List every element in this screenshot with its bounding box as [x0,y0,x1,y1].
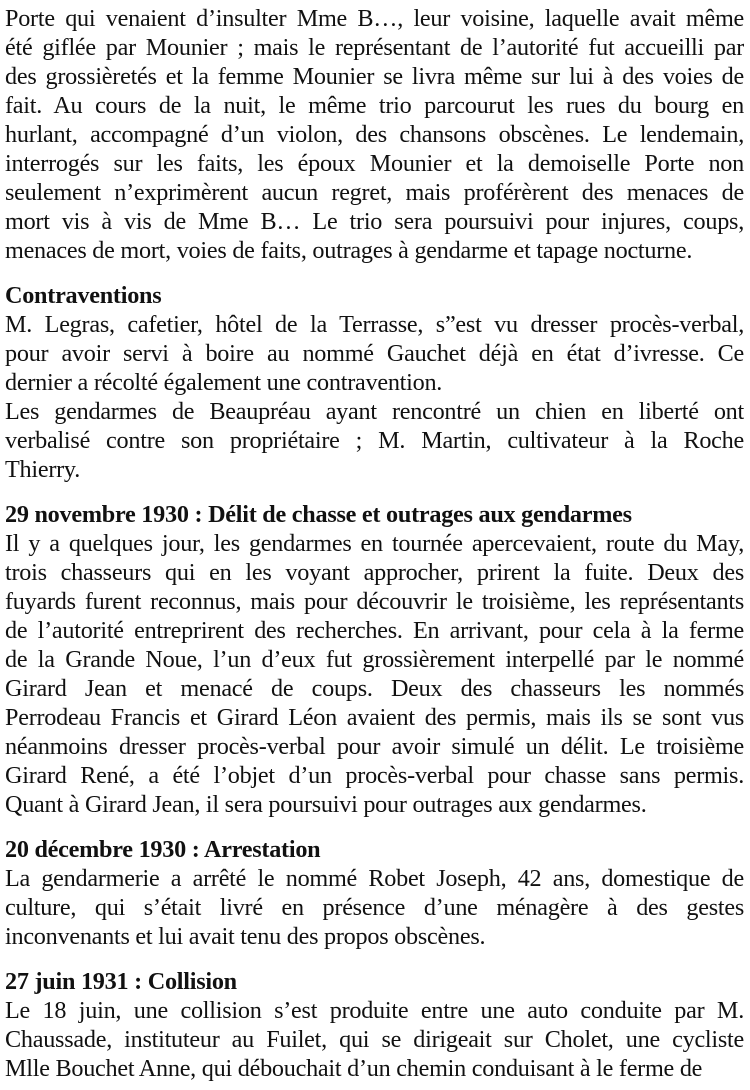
text-line: de la Grande Noue, l’un d’eux fut grossièrement interpellé par le nommé [5,646,744,673]
text-line: Quant à Girard Jean, il sera poursuivi pour outrages aux gendarmes. [5,791,647,818]
text-line: dernier a récolté également une contravention. [5,369,443,396]
text-line: Les gendarmes de Beaupréau ayant rencontré un chien en liberté ont [5,398,744,425]
text-line: culture, qui s’était livré en présence d’une ménagère à des gestes [5,894,744,921]
text-line: verbalisé contre son propriétaire ; M. Martin, cultivateur à la Roche [5,427,744,454]
text-line: interrogés sur les faits, les époux Mounier et la demoiselle Porte non [5,150,744,177]
text-line: Porte qui venaient d’insulter Mme B…, leur voisine, laquelle avait même [5,5,744,32]
text-line: seulement n’exprimèrent aucun regret, mais proférèrent des menaces de [5,179,744,206]
section-heading: Contraventions [5,282,162,309]
text-line: Girard Jean et menacé de coups. Deux des chasseurs les nommés [5,675,744,702]
text-line: néanmoins dresser procès-verbal pour avoir simulé un délit. Le troisième [5,733,744,760]
text-line: trois chasseurs qui en les voyant approcher, prirent la fuite. Deux des [5,559,744,586]
text-line: Chaussade, instituteur au Fuilet, qui se dirigeait sur Cholet, une cycliste [5,1026,744,1053]
text-line: Mlle Bouchet Anne, qui débouchait d’un chemin conduisant à le ferme de [5,1055,703,1082]
text-line: été giflée par Mounier ; mais le représentant de l’autorité fut accueilli par [5,34,744,61]
text-line: de l’autorité entreprirent des recherches. En arrivant, pour cela à la ferme [5,617,744,644]
text-line: hurlant, accompagné d’un violon, des chansons obscènes. Le lendemain, [5,121,744,148]
text-line: pour avoir servi à boire au nommé Gauchet déjà en état d’ivresse. Ce [5,340,744,367]
text-line: fuyards furent reconnus, mais pour découvrir le troisième, les représentants [5,588,744,615]
text-line: mort vis à vis de Mme B… Le trio sera poursuivi pour injures, coups, [5,208,744,235]
text-line: inconvenants et lui avait tenu des propos obscènes. [5,923,486,950]
section-heading: 20 décembre 1930 : Arrestation [5,836,321,863]
section-heading: 27 juin 1931 : Collision [5,968,237,995]
text-line: Perrodeau Francis et Girard Léon avaient des permis, mais ils se sont vus [5,704,744,731]
text-line: menaces de mort, voies de faits, outrages à gendarme et tapage nocturne. [5,237,693,264]
text-line: M. Legras, cafetier, hôtel de la Terrasse, s”est vu dresser procès-verbal, [5,311,744,338]
text-line: Il y a quelques jour, les gendarmes en tournée apercevaient, route du May, [5,530,744,557]
text-line: fait. Au cours de la nuit, le même trio parcourut les rues du bourg en [5,92,744,119]
text-line: La gendarmerie a arrêté le nommé Robet Joseph, 42 ans, domestique de [5,865,744,892]
section-heading: 29 novembre 1930 : Délit de chasse et outrages aux gendarmes [5,501,632,528]
text-line: des grossièretés et la femme Mounier se livra même sur lui à des voies de [5,63,744,90]
text-line: Girard René, a été l’objet d’un procès-verbal pour chasse sans permis. [5,762,744,789]
text-line: Le 18 juin, une collision s’est produite entre une auto conduite par M. [5,997,744,1024]
text-line: Thierry. [5,456,81,483]
